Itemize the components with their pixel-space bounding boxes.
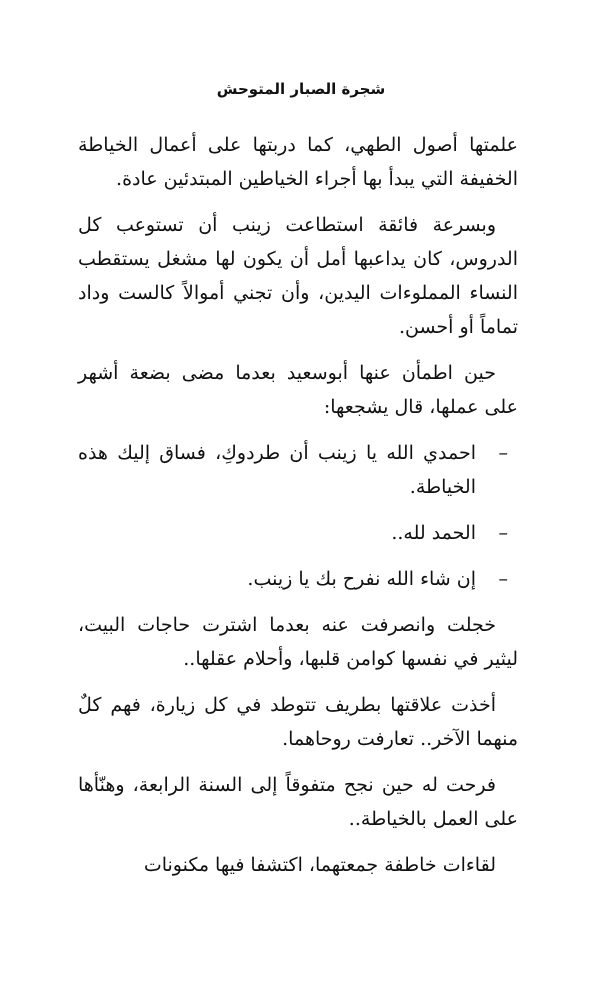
dialogue-text: الحمد لله.. (391, 522, 476, 544)
paragraph: حين اطمأن عنها أبوسعيد بعدما مضى بضعة أشهر على عملها، قال يشجعها: (78, 362, 518, 418)
dialogue-line (78, 516, 518, 550)
dialogue-dash: – (498, 442, 508, 464)
paragraph: فرحت له حين نجح متفوقاً إلى السنة الرابعة، وهنّأها على العمل بالخياطة.. (78, 774, 518, 830)
dialogue-dash: – (498, 568, 508, 590)
paragraph: علمتها أصول الطهي، كما دربتها على أعمال الخياطة الخفيفة التي يبدأ بها أجراء الخياطين المبتدئين عادة. (78, 134, 518, 190)
dialogue-line (78, 562, 518, 596)
dialogue-line (78, 436, 518, 504)
running-title: شجرة الصبار المتوحش (216, 80, 386, 98)
dialogue-text: إن شاء الله نفرح بك يا زينب. (247, 568, 476, 590)
dialogue-text: احمدي الله يا زينب أن طردوكِ، فساق إليك هذه الخياطة. (78, 442, 476, 498)
paragraph: لقاءات خاطفة جمعتهما، اكتشفا فيها مكنونات (143, 854, 496, 876)
paragraph: وبسرعة فائقة استطاعت زينب أن تستوعب كل الدروس، كان يداعبها أمل أن يكون لها مشغل يستقطب النساء المملوءات اليدين، وأن تجني أموالاً كالست وداد تماماً أو أحسن. (78, 214, 518, 338)
dialogue-dash: – (498, 522, 508, 544)
paragraph: خجلت وانصرفت عنه بعدما اشترت حاجات البيت، ليثير في نفسها كوامن قلبها، وأحلام عقلها.. (78, 614, 518, 670)
paragraph: أخذت علاقتها بطريف تتوطد في كل زيارة، فهم كلٌ منهما الآخر.. تعارفت روحاهما. (78, 694, 518, 750)
body-text (78, 128, 518, 894)
